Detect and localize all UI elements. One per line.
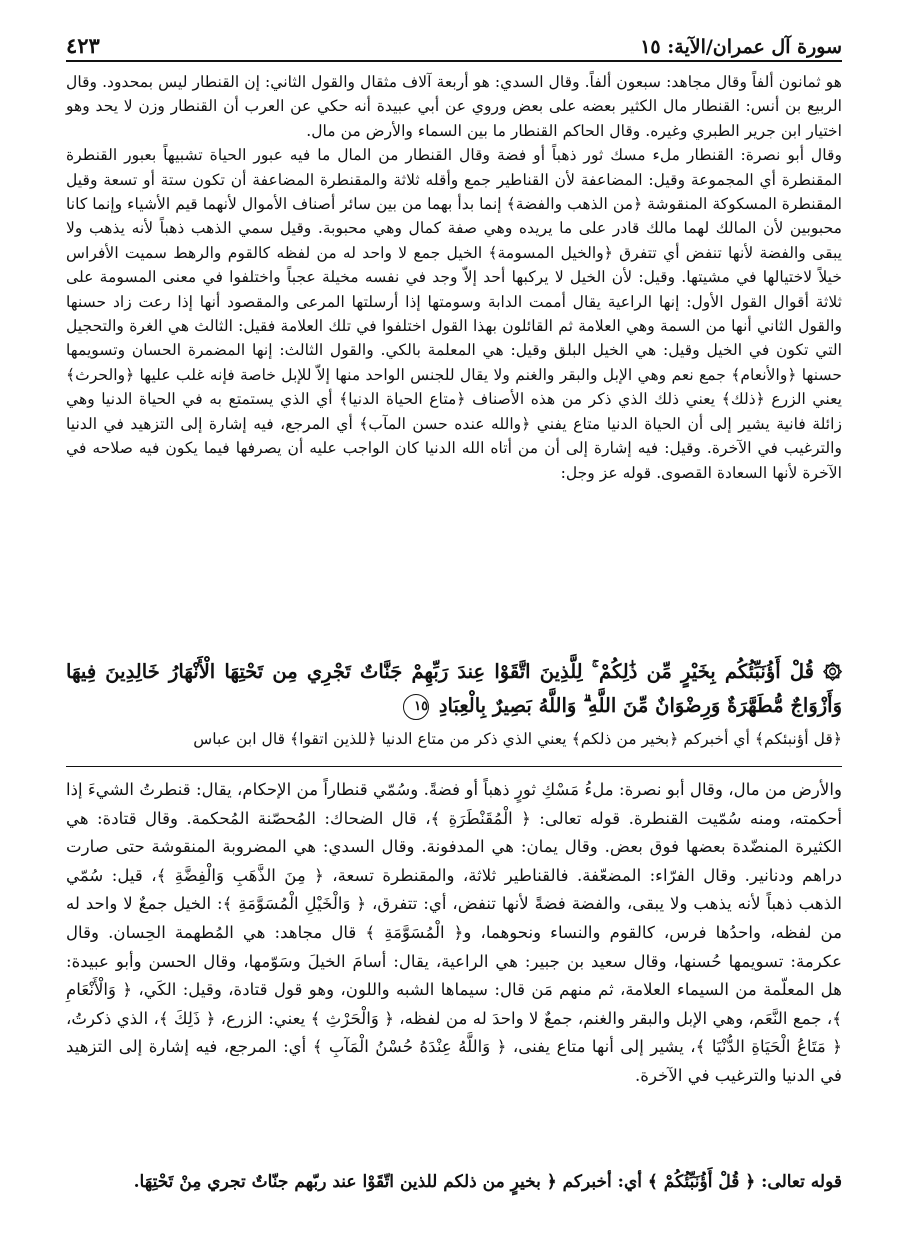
running-title: سورة آل عمران/الآية: ١٥ (640, 36, 842, 58)
upper-commentary (66, 70, 842, 485)
commentary-paragraph: هو ثمانون ألفاً وقال مجاهد: سبعون ألفاً. وقال السدي: هو أربعة آلاف مثقال والقول الثاني: إن القنطار ليس بمحدود. وقال الربيع بن أنس: القنطار مال الكثير بعضه على بعض وروي عن أبي عبيدة أنه حكي عن العرب أن القنطار وزن لا يحد وهو اختيار ابن جرير الطبري وغيره. وقال الحاكم القنطار ما بين السماء والأرض من مال. (66, 73, 842, 140)
header-rule (66, 60, 842, 62)
section-divider (66, 766, 842, 767)
verse-text: ۞ قُلْ أَؤُنَبِّئُكُم بِخَيْرٍ مِّن ذَٰلِكُمْ ۚ لِلَّذِينَ اتَّقَوْا عِندَ رَبِّهِمْ جَنَّاتٌ تَجْرِي مِن تَحْتِهَا الْأَنْهَارُ خَالِدِينَ فِيهَا وَأَزْوَاجٌ مُّطَهَّرَةٌ وَرِضْوَانٌ مِّنَ اللَّهِ ۗ وَاللَّهُ بَصِيرٌ بِالْعِبَادِ (66, 660, 842, 717)
page-header (66, 26, 842, 58)
lower-commentary-continuation: قوله تعالى: ﴿ قُلْ أَؤُنَبِّئُكُمْ ﴾ أي: أخبركم ﴿ بخيرٍ من ذلكم للذين اتّقَوْا عند ربّهم جنّاتٌ تجري مِنْ تَحْتِهَا. (133, 1172, 842, 1192)
quran-verse (66, 655, 842, 723)
commentary-paragraph: وقال أبو نصرة: القنطار ملء مسك ثور ذهباً أو فضة وقال القنطار من المال ما فيه عبور الحياة تشبيهاً بعبور القنطرة المقنطرة أي المجموعة وقيل: المضاعفة لأن القناطير جمع وأقله ثلاثة والمقنطرة المضاعفة أن تكون ستة أو تسعة وقيل المقنطرة المسكوكة المنقوشة ﴿من الذهب والفضة﴾ إنما بدأ بهما من بين سائر أصناف الأموال لأنهما قيم الأشياء وإنما كانا محبوبين لأن المالك لهما مالك قادر على ما يريده وهي صفة كمال وهي محبوبة. وقيل سمي الذهب ذهباً لأنه يذهب ولا يبقى والفضة لأنها تنفض أي تتفرق ﴿والخيل المسومة﴾ الخيل جمع لا واحد له من لفظه كالقوم والرهط سميت الأفراس خيلاً لاختيالها في مشيتها. وقيل: لأن الخيل لا يركبها أحد إلاّ وجد في نفسه مخيلة عجباً واختلفوا في معنى المسومة على ثلاثة أقوال القول الأول: إنها الراعية يقال أممت الدابة وسومتها إذا أرسلتها المرعى والمقصود أنها إذا رعت زاد حسنها والقول الثاني أنها من السمة وهي العلامة ثم القائلون بهذا القول اختلفوا في تلك العلامة فقيل: الثالث هي الغرة والتحجيل التي تكون في الخيل وقيل: هي الخيل البلق وقيل: هي المعلمة بالكي. والقول الثالث: إنها المضمرة الحسان وتسويمها حسنها ﴿والأنعام﴾ جمع نعم وهي الإبل والبقر والغنم ولا يقال للجنس الواحد منها إلاّ للإبل خاصة فإنه غلب عليها ﴿والحرث﴾ يعني الزرع ﴿ذلك﴾ يعني ذلك الذي ذكر من هذه الأصناف ﴿متاع الحياة الدنيا﴾ أي الذي يستمتع به في الحياة الدنيا وهي زائلة فانية يشير إلى أن الحياة الدنيا متاع يفني ﴿والله عنده حسن المآب﴾ أي المرجع، فيه إشارة إلى التزهيد في الدنيا والترغيب في الآخرة. وقيل: فيه إشارة إلى أن من أتاه الله الدنيا كان الواجب عليه أن يصرفها فيما يكون فيه صلاحه في الآخرة لأنها السعادة القصوى. قوله عز وجل: (66, 146, 842, 482)
ayah-number-marker: ١٥ (403, 694, 429, 720)
verse-commentary-start: ﴿قل أؤنبئكم﴾ أي أخبركم ﴿بخير من ذلكم﴾ يعني الذي ذكر من متاع الدنيا ﴿للذين اتقوا﴾ قال ابن عباس (193, 730, 842, 748)
page-number: ٤٢٣ (66, 33, 100, 58)
lower-commentary: والأرض من مال، وقال أبو نصرة: ملءُ مَسْكِ ثورٍ ذهباً أو فضةً. وسُمّي قنطاراً من الإحكام، يقال: قنطرتُ الشيءَ إذا أحكمته، ومنه سُمّيت القنطرة. قوله تعالى: ﴿ الْمُقَنْطَرَةِ ﴾، قال الضحاك: المُحصّنة المُحكمة. وقال قتادة: هي الكثيرة المنضّدة بعضها فوق بعض. وقال يمان: هي المدفونة. وقال السدي: هي المضروبة المنقوشة حتى صارت دراهم ودنانير. وقال الفرّاء: المضعّفة. فالقناطير ثلاثة، والمقنطرة تسعة، ﴿ مِنَ الذَّهَبِ وَالْفِضَّةِ ﴾، قيل: سُمّي الذهب ذهباً لأنه يذهب ولا يبقى، والفضة فضةً لأنها تنفض، أي: تتفرق، ﴿ وَالْخَيْلِ الْمُسَوَّمَةِ ﴾: الخيل جمعٌ لا واحد له من لفظه، واحدُها فرس، كالقوم والنساء ونحوهما، و﴿ الْمُسَوَّمَةِ ﴾ قال مجاهد: هي المُطهمة الحِسان. وقال عكرمة: تسويمها حُسنها، وقال سعيد بن جبير: هي الراعية، يقال: أسامَ الخيلَ وسَوّمها، وقال الحسن وأبو عبيدة: هل المعلّمة من السيماء العلامة، ثم منهم مَن قال: سيماها الشبه واللون، وهو قول قتادة، وقيل: الكَي، ﴿ وَالْأَنْعَامِ ﴾، جمع النَّعَم، وهي الإبل والبقر والغنم، جمعٌ لا واحدَ له من لفظه، ﴿ وَالْحَرْثِ ﴾ يعني: الزرع، ﴿ ذَلِكَ ﴾، الذي ذكرتُ، ﴿ مَتَاعُ الْحَيَاةِ الدُّنْيَا ﴾، يشير إلى أنها متاع يفنى، ﴿ وَاللَّهُ عِنْدَهُ حُسْنُ الْمَآبِ ﴾ أي: المرجع، فيه إشارة إلى التزهيد في الدنيا والترغيب في الآخرة. (66, 780, 842, 1085)
